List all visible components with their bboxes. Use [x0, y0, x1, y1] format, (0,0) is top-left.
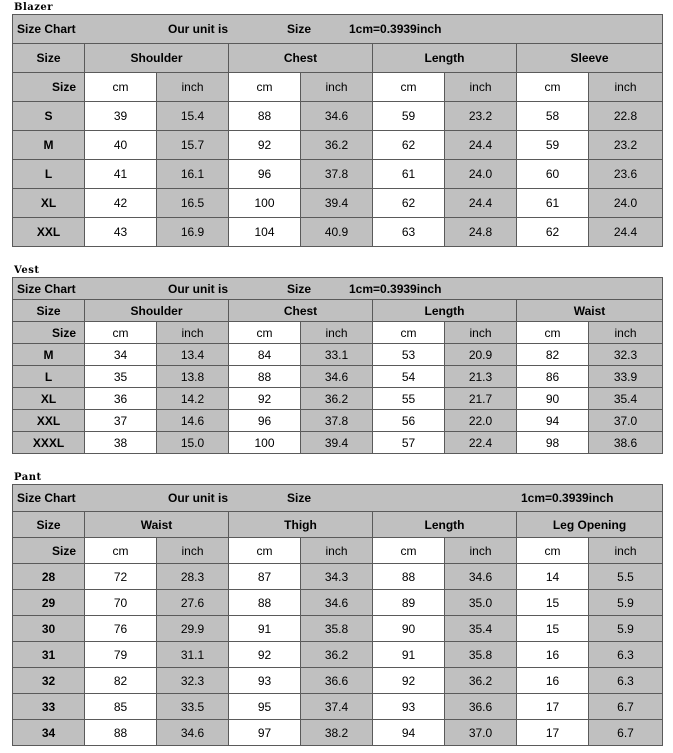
- inch-value-cell: 38.2: [301, 720, 373, 746]
- table-row: [13, 218, 663, 247]
- cm-value-cell: 54: [373, 366, 445, 388]
- header-shoulder: Shoulder: [85, 300, 229, 322]
- table-row: [13, 720, 663, 746]
- size-cell: XXXL: [13, 432, 85, 454]
- cm-value-cell: 92: [373, 668, 445, 694]
- inch-value-cell: 37.8: [301, 160, 373, 189]
- cm-value-cell: 88: [229, 366, 301, 388]
- vest-size-table: [12, 277, 663, 454]
- inch-value-cell: 5.5: [589, 564, 663, 590]
- unit-inch: inch: [301, 538, 373, 564]
- cm-value-cell: 62: [517, 218, 589, 247]
- inch-value-cell: 22.4: [445, 432, 517, 454]
- unit-cm: cm: [229, 73, 301, 102]
- cm-value-cell: 100: [229, 189, 301, 218]
- blazer-size-label: Size: [287, 22, 312, 36]
- size-cell: 30: [13, 616, 85, 642]
- cm-value-cell: 97: [229, 720, 301, 746]
- cm-value-cell: 82: [85, 668, 157, 694]
- inch-value-cell: 6.7: [589, 694, 663, 720]
- cm-value-cell: 16: [517, 668, 589, 694]
- size-cell: M: [13, 131, 85, 160]
- inch-value-cell: 31.1: [157, 642, 229, 668]
- size-cell: XXL: [13, 218, 85, 247]
- inch-value-cell: 14.2: [157, 388, 229, 410]
- inch-value-cell: 23.2: [589, 131, 663, 160]
- inch-value-cell: 21.7: [445, 388, 517, 410]
- vest-rows: [13, 344, 663, 454]
- vest-unit-label: Our unit is: [168, 281, 228, 296]
- cm-value-cell: 55: [373, 388, 445, 410]
- blazer-title-row: [13, 15, 663, 44]
- vest-unit-row: [13, 322, 663, 344]
- blazer-section-label: Blazer: [14, 2, 54, 13]
- unit-size: Size: [13, 73, 85, 102]
- cm-value-cell: 87: [229, 564, 301, 590]
- table-row: [13, 432, 663, 454]
- cm-value-cell: 35: [85, 366, 157, 388]
- inch-value-cell: 6.3: [589, 668, 663, 694]
- table-row: [13, 344, 663, 366]
- size-cell: S: [13, 102, 85, 131]
- inch-value-cell: 16.9: [157, 218, 229, 247]
- unit-cm: cm: [517, 322, 589, 344]
- table-row: [13, 668, 663, 694]
- pant-size-table: [12, 484, 663, 746]
- table-row: [13, 564, 663, 590]
- cm-value-cell: 53: [373, 344, 445, 366]
- table-row: [13, 189, 663, 218]
- cm-value-cell: 93: [373, 694, 445, 720]
- cm-value-cell: 40: [85, 131, 157, 160]
- size-cell: L: [13, 160, 85, 189]
- inch-value-cell: 37.0: [589, 410, 663, 432]
- size-cell: M: [13, 344, 85, 366]
- cm-value-cell: 56: [373, 410, 445, 432]
- inch-value-cell: 23.2: [445, 102, 517, 131]
- vest-header-row: [13, 300, 663, 322]
- size-cell: L: [13, 366, 85, 388]
- header-chest: Chest: [229, 300, 373, 322]
- inch-value-cell: 36.6: [301, 668, 373, 694]
- vest-size-chart-title: Size Chart: [17, 281, 76, 296]
- cm-value-cell: 100: [229, 432, 301, 454]
- inch-value-cell: 34.3: [301, 564, 373, 590]
- unit-inch: inch: [589, 538, 663, 564]
- cm-value-cell: 70: [85, 590, 157, 616]
- cm-value-cell: 92: [229, 388, 301, 410]
- cm-value-cell: 86: [517, 366, 589, 388]
- inch-value-cell: 36.2: [445, 668, 517, 694]
- cm-value-cell: 94: [373, 720, 445, 746]
- inch-value-cell: 36.6: [445, 694, 517, 720]
- inch-value-cell: 22.0: [445, 410, 517, 432]
- blazer-size-table: [12, 14, 663, 247]
- size-cell: XL: [13, 189, 85, 218]
- inch-value-cell: 33.9: [589, 366, 663, 388]
- inch-value-cell: 35.8: [445, 642, 517, 668]
- unit-cm: cm: [85, 538, 157, 564]
- inch-value-cell: 13.8: [157, 366, 229, 388]
- unit-size: Size: [13, 538, 85, 564]
- inch-value-cell: 24.8: [445, 218, 517, 247]
- unit-cm: cm: [373, 322, 445, 344]
- inch-value-cell: 27.6: [157, 590, 229, 616]
- header-thigh: Thigh: [229, 512, 373, 538]
- cm-value-cell: 59: [517, 131, 589, 160]
- cm-value-cell: 95: [229, 694, 301, 720]
- table-row: [13, 410, 663, 432]
- pant-header-row: [13, 512, 663, 538]
- cm-value-cell: 96: [229, 410, 301, 432]
- inch-value-cell: 15.0: [157, 432, 229, 454]
- table-row: [13, 590, 663, 616]
- inch-value-cell: 39.4: [301, 432, 373, 454]
- cm-value-cell: 94: [517, 410, 589, 432]
- inch-value-cell: 34.6: [301, 102, 373, 131]
- header-waist: Waist: [85, 512, 229, 538]
- unit-cm: cm: [229, 538, 301, 564]
- cm-value-cell: 41: [85, 160, 157, 189]
- inch-value-cell: 36.2: [301, 388, 373, 410]
- inch-value-cell: 20.9: [445, 344, 517, 366]
- inch-value-cell: 35.8: [301, 616, 373, 642]
- cm-value-cell: 96: [229, 160, 301, 189]
- unit-inch: inch: [301, 73, 373, 102]
- inch-value-cell: 32.3: [157, 668, 229, 694]
- vest-size-label: Size: [287, 281, 312, 296]
- cm-value-cell: 90: [517, 388, 589, 410]
- size-cell: XXL: [13, 410, 85, 432]
- inch-value-cell: 6.3: [589, 642, 663, 668]
- cm-value-cell: 88: [85, 720, 157, 746]
- unit-inch: inch: [589, 322, 663, 344]
- blazer-conversion: 1cm=0.3939inch: [349, 22, 442, 36]
- unit-cm: cm: [85, 322, 157, 344]
- pant-unit-label: Our unit is: [168, 491, 228, 505]
- inch-value-cell: 36.2: [301, 642, 373, 668]
- blazer-unit-label: Our unit is: [168, 22, 228, 36]
- cm-value-cell: 15: [517, 616, 589, 642]
- table-row: [13, 131, 663, 160]
- inch-value-cell: 22.8: [589, 102, 663, 131]
- cm-value-cell: 85: [85, 694, 157, 720]
- header-length: Length: [373, 300, 517, 322]
- inch-value-cell: 13.4: [157, 344, 229, 366]
- pant-size-chart-title: Size Chart: [17, 491, 76, 505]
- cm-value-cell: 37: [85, 410, 157, 432]
- inch-value-cell: 16.1: [157, 160, 229, 189]
- table-row: [13, 160, 663, 189]
- unit-inch: inch: [589, 73, 663, 102]
- cm-value-cell: 82: [517, 344, 589, 366]
- cm-value-cell: 17: [517, 694, 589, 720]
- vest-conversion: 1cm=0.3939inch: [349, 281, 442, 296]
- cm-value-cell: 42: [85, 189, 157, 218]
- size-cell: 33: [13, 694, 85, 720]
- cm-value-cell: 34: [85, 344, 157, 366]
- unit-inch: inch: [445, 538, 517, 564]
- inch-value-cell: 14.6: [157, 410, 229, 432]
- size-cell: XL: [13, 388, 85, 410]
- inch-value-cell: 37.4: [301, 694, 373, 720]
- cm-value-cell: 57: [373, 432, 445, 454]
- cm-value-cell: 98: [517, 432, 589, 454]
- header-length: Length: [373, 44, 517, 73]
- cm-value-cell: 88: [229, 102, 301, 131]
- inch-value-cell: 5.9: [589, 590, 663, 616]
- cm-value-cell: 60: [517, 160, 589, 189]
- cm-value-cell: 61: [517, 189, 589, 218]
- header-shoulder: Shoulder: [85, 44, 229, 73]
- inch-value-cell: 24.0: [589, 189, 663, 218]
- header-sleeve: Sleeve: [517, 44, 663, 73]
- unit-size: Size: [13, 322, 85, 344]
- header-size: Size: [13, 44, 85, 73]
- table-row: [13, 102, 663, 131]
- inch-value-cell: 6.7: [589, 720, 663, 746]
- inch-value-cell: 32.3: [589, 344, 663, 366]
- pant-unit-row: [13, 538, 663, 564]
- pant-rows: [13, 564, 663, 746]
- cm-value-cell: 17: [517, 720, 589, 746]
- vest-title-row: [13, 278, 663, 300]
- inch-value-cell: 33.5: [157, 694, 229, 720]
- unit-inch: inch: [157, 73, 229, 102]
- unit-inch: inch: [301, 322, 373, 344]
- inch-value-cell: 24.4: [445, 189, 517, 218]
- unit-cm: cm: [85, 73, 157, 102]
- header-leg-opening: Leg Opening: [517, 512, 663, 538]
- inch-value-cell: 29.9: [157, 616, 229, 642]
- inch-value-cell: 23.6: [589, 160, 663, 189]
- table-row: [13, 642, 663, 668]
- cm-value-cell: 89: [373, 590, 445, 616]
- unit-inch: inch: [157, 538, 229, 564]
- table-row: [13, 366, 663, 388]
- inch-value-cell: 15.4: [157, 102, 229, 131]
- cm-value-cell: 84: [229, 344, 301, 366]
- cm-value-cell: 72: [85, 564, 157, 590]
- cm-value-cell: 104: [229, 218, 301, 247]
- inch-value-cell: 16.5: [157, 189, 229, 218]
- cm-value-cell: 36: [85, 388, 157, 410]
- cm-value-cell: 88: [373, 564, 445, 590]
- cm-value-cell: 63: [373, 218, 445, 247]
- cm-value-cell: 92: [229, 642, 301, 668]
- inch-value-cell: 37.0: [445, 720, 517, 746]
- inch-value-cell: 24.4: [445, 131, 517, 160]
- inch-value-cell: 34.6: [301, 590, 373, 616]
- inch-value-cell: 15.7: [157, 131, 229, 160]
- inch-value-cell: 34.6: [445, 564, 517, 590]
- inch-value-cell: 21.3: [445, 366, 517, 388]
- unit-inch: inch: [445, 73, 517, 102]
- vest-section-label: Vest: [14, 265, 40, 276]
- cm-value-cell: 14: [517, 564, 589, 590]
- cm-value-cell: 88: [229, 590, 301, 616]
- inch-value-cell: 33.1: [301, 344, 373, 366]
- unit-cm: cm: [229, 322, 301, 344]
- cm-value-cell: 61: [373, 160, 445, 189]
- unit-inch: inch: [445, 322, 517, 344]
- cm-value-cell: 59: [373, 102, 445, 131]
- cm-value-cell: 62: [373, 189, 445, 218]
- unit-cm: cm: [373, 73, 445, 102]
- inch-value-cell: 36.2: [301, 131, 373, 160]
- cm-value-cell: 43: [85, 218, 157, 247]
- unit-cm: cm: [373, 538, 445, 564]
- header-length: Length: [373, 512, 517, 538]
- inch-value-cell: 35.4: [589, 388, 663, 410]
- cm-value-cell: 91: [373, 642, 445, 668]
- cm-value-cell: 91: [229, 616, 301, 642]
- pant-section-label: Pant: [14, 472, 42, 483]
- size-cell: 29: [13, 590, 85, 616]
- inch-value-cell: 28.3: [157, 564, 229, 590]
- cm-value-cell: 16: [517, 642, 589, 668]
- table-row: [13, 388, 663, 410]
- inch-value-cell: 35.4: [445, 616, 517, 642]
- size-cell: 28: [13, 564, 85, 590]
- inch-value-cell: 38.6: [589, 432, 663, 454]
- header-chest: Chest: [229, 44, 373, 73]
- pant-title-row: [13, 485, 663, 512]
- cm-value-cell: 58: [517, 102, 589, 131]
- blazer-header-row: [13, 44, 663, 73]
- unit-inch: inch: [157, 322, 229, 344]
- cm-value-cell: 39: [85, 102, 157, 131]
- size-cell: 34: [13, 720, 85, 746]
- inch-value-cell: 24.0: [445, 160, 517, 189]
- inch-value-cell: 39.4: [301, 189, 373, 218]
- cm-value-cell: 62: [373, 131, 445, 160]
- inch-value-cell: 37.8: [301, 410, 373, 432]
- unit-cm: cm: [517, 538, 589, 564]
- header-waist: Waist: [517, 300, 663, 322]
- size-cell: 32: [13, 668, 85, 694]
- cm-value-cell: 92: [229, 131, 301, 160]
- inch-value-cell: 35.0: [445, 590, 517, 616]
- inch-value-cell: 24.4: [589, 218, 663, 247]
- blazer-unit-row: [13, 73, 663, 102]
- blazer-size-chart-title: Size Chart: [17, 22, 76, 36]
- cm-value-cell: 79: [85, 642, 157, 668]
- header-size: Size: [13, 512, 85, 538]
- table-row: [13, 616, 663, 642]
- cm-value-cell: 15: [517, 590, 589, 616]
- cm-value-cell: 38: [85, 432, 157, 454]
- cm-value-cell: 93: [229, 668, 301, 694]
- inch-value-cell: 34.6: [157, 720, 229, 746]
- inch-value-cell: 5.9: [589, 616, 663, 642]
- pant-conversion: 1cm=0.3939inch: [521, 491, 614, 505]
- cm-value-cell: 90: [373, 616, 445, 642]
- unit-cm: cm: [517, 73, 589, 102]
- size-cell: 31: [13, 642, 85, 668]
- table-row: [13, 694, 663, 720]
- cm-value-cell: 76: [85, 616, 157, 642]
- pant-size-label: Size: [287, 491, 312, 505]
- inch-value-cell: 40.9: [301, 218, 373, 247]
- header-size: Size: [13, 300, 85, 322]
- inch-value-cell: 34.6: [301, 366, 373, 388]
- blazer-rows: [13, 102, 663, 247]
